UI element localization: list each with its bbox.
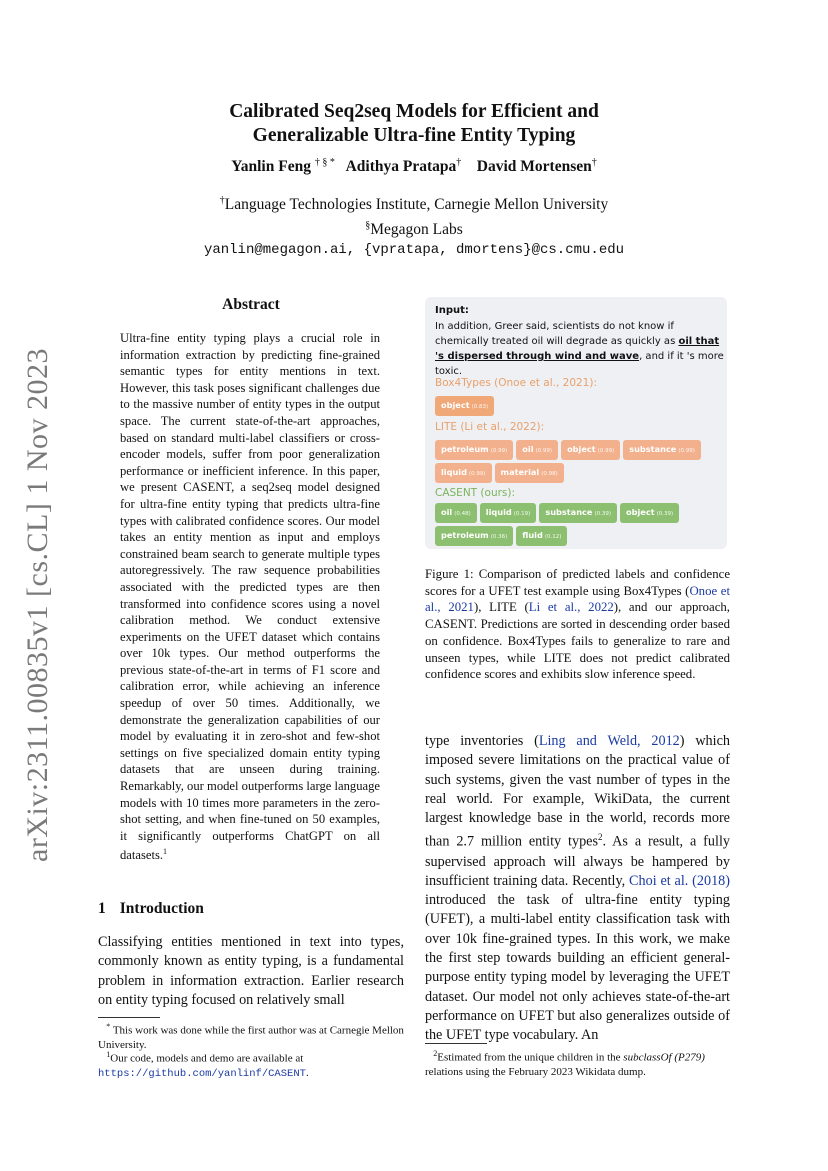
author-2-marks: † bbox=[456, 157, 462, 168]
type-tag bbox=[435, 503, 477, 523]
author-3: David Mortensen bbox=[476, 158, 592, 176]
type-tag bbox=[516, 440, 558, 460]
section-heading-introduction bbox=[98, 900, 218, 918]
type-tag-score: (0.98) bbox=[541, 471, 558, 477]
footnote-star-mark: * bbox=[106, 1022, 111, 1031]
author-1-marks: † § * bbox=[314, 157, 335, 168]
figure-input-text bbox=[435, 319, 725, 379]
affiliation-1: Language Technologies Institute, Carnegie Mellon University bbox=[224, 196, 609, 214]
type-tag-score: (0.36) bbox=[490, 534, 508, 540]
footnote-2-mark: 2 bbox=[433, 1049, 438, 1058]
type-tag-label: liquid bbox=[441, 467, 467, 477]
footnote-1 bbox=[98, 1048, 404, 1081]
type-tag bbox=[539, 503, 617, 523]
type-tag-label: substance bbox=[629, 444, 677, 454]
type-tag bbox=[435, 440, 513, 460]
type-tag-score: (0.99) bbox=[678, 448, 695, 454]
type-tag-score: (0.83) bbox=[471, 404, 489, 410]
input-pre: In addition, Greer said, scientists do not know if chemically treated oil will degrade as quickly as bbox=[435, 321, 676, 347]
footnote-2-post: relations using the February 2023 Wikidata dump. bbox=[425, 1065, 646, 1078]
footnote-star-text: This work was done while the first author was at Carnegie Mellon University. bbox=[98, 1024, 404, 1051]
model-tags-2 bbox=[435, 503, 725, 546]
rb-part-1: type inventories ( bbox=[425, 733, 539, 749]
citation-onoe-2021[interactable]: Onoe et al., 2021 bbox=[425, 583, 731, 615]
footnote-2-ref[interactable]: 2 bbox=[598, 832, 603, 843]
type-tag-label: object bbox=[626, 507, 655, 517]
rb-part-4: introduced the task of ultra-fine entity typing (UFET), a multi-label entity classification task with over 10k fine-grained types. In this work, we make the first step towards building an efficient general-purpose entity typing model by leveraging the UFET dataset. Our model not only achieves state-of-the-art performance on UFET but also generalizes outside of the UFET type vocabulary. An bbox=[425, 892, 730, 1044]
affiliation-2: Megagon Labs bbox=[370, 221, 463, 239]
arxiv-id: arXiv:2311.00835v1 [cs.CL] 1 Nov 2023 bbox=[21, 348, 54, 862]
author-2: Adithya Pratapa bbox=[345, 158, 457, 176]
type-tag bbox=[623, 440, 701, 460]
footnote-2-italic: subclassOf (P279) bbox=[623, 1051, 705, 1064]
figure-input-label: Input: bbox=[435, 305, 469, 316]
type-tag-label: material bbox=[500, 467, 540, 477]
abstract-heading: Abstract bbox=[222, 296, 280, 313]
type-tag-label: petroleum bbox=[441, 530, 489, 540]
model-label-1: LITE (Li et al., 2022): bbox=[435, 421, 545, 433]
right-column-body bbox=[425, 732, 730, 1045]
type-tag-score: (0.39) bbox=[594, 511, 611, 517]
abstract-text: Ultra-fine entity typing plays a crucial role in information extraction by predicting fine-grained semantic types for entity mentions in text. However, this task poses significant challenges due to the massive number of entity types in the output space. The current state-of-the-art approaches, based on standard multi-label classifiers or cross-encoder models, suffer from poor generalization performance or inefficient inference. In this paper, we present CASENT, a seq2seq model designed for ultra-fine entity typing that predicts ultra-fine types with calibrated confidence scores. Our model takes an entity mention as input and employs constrained beam search to generate multiple types autoregressively. The raw sequence probabilities associated with the predicted types are then transformed into confidence scores using a novel calibration method. We conduct extensive experiments on the UFET dataset which contains over 10k types. Our method outperforms the previous state-of-the-art in terms of F1 score and calibration error, while achieving an inference speedup of over 50 times. Additionally, we demonstrate the generalization capabilities of our model by evaluating it in zero-shot and few-shot settings on five specialized domain entity typing datasets that are unseen during training. Remarkably, our model outperforms large language models with 10 times more parameters in the zero-shot setting, and when fine-tuned on 50 examples, it significantly outperforms ChatGPT on all datasets. bbox=[120, 331, 380, 863]
type-tag bbox=[495, 463, 564, 483]
citation-choi-2018[interactable]: Choi et al. (2018) bbox=[629, 872, 730, 889]
type-tag bbox=[516, 526, 567, 546]
type-tag-label: oil bbox=[441, 507, 453, 517]
aff2-mark: § bbox=[365, 220, 371, 232]
type-tag-score: (0.99) bbox=[490, 448, 508, 454]
caption-part-1: Figure 1: Comparison of predicted labels and confidence scores for a UFET test example using Box4Types ( bbox=[425, 567, 730, 598]
type-tag-label: object bbox=[441, 400, 470, 410]
type-tag bbox=[620, 503, 679, 523]
type-tag-score: (0.99) bbox=[468, 471, 486, 477]
figure-1-caption bbox=[425, 566, 730, 683]
paper-title bbox=[120, 100, 708, 148]
input-entity-mention: oil that 's dispersed through wind and wave bbox=[435, 336, 720, 362]
citation-li-2022[interactable]: Li et al., 2022 bbox=[528, 600, 614, 615]
title-line-2: Generalizable Ultra-fine Entity Typing bbox=[252, 125, 576, 146]
abstract-footnote-mark: 1 bbox=[163, 847, 168, 857]
type-tag-label: oil bbox=[522, 444, 534, 454]
footnote-1-text: Our code, models and demo are available at bbox=[110, 1052, 304, 1065]
author-list bbox=[120, 157, 708, 176]
title-line-1: Calibrated Seq2seq Models for Efficient and bbox=[229, 101, 599, 122]
footnote-1-mark: 1 bbox=[106, 1050, 111, 1059]
footnote-1-end: . bbox=[305, 1066, 309, 1079]
type-tag-label: liquid bbox=[485, 507, 512, 517]
code-repository-link[interactable]: https://github.com/yanlinf/CASENT bbox=[98, 1067, 306, 1080]
type-tag-label: substance bbox=[545, 507, 593, 517]
author-emails: yanlin@megagon.ai, {vpratapa, dmortens}@cs.cmu.edu bbox=[203, 242, 625, 259]
footnote-rule-right bbox=[425, 1043, 487, 1044]
type-tag bbox=[561, 440, 620, 460]
model-label-0: Box4Types (Onoe et al., 2021): bbox=[435, 377, 597, 389]
type-tag-label: object bbox=[567, 444, 596, 454]
type-tag bbox=[480, 503, 537, 523]
abstract-body bbox=[120, 330, 380, 864]
author-1: Yanlin Feng bbox=[231, 158, 311, 176]
figure-1 bbox=[425, 297, 727, 549]
footnote-rule bbox=[98, 1017, 160, 1018]
aff1-mark: † bbox=[219, 195, 225, 206]
footnote-2 bbox=[425, 1047, 730, 1079]
arxiv-sidebar-stamp bbox=[14, 348, 62, 862]
type-tag-score: (0.99) bbox=[597, 448, 615, 454]
type-tag-score: (0.48) bbox=[454, 511, 471, 517]
type-tag-score: (0.19) bbox=[513, 511, 531, 517]
affiliations bbox=[120, 190, 708, 261]
author-3-marks: † bbox=[591, 157, 597, 168]
input-post: , and if it 's more toxic. bbox=[435, 351, 724, 377]
citation-ling-weld-2012[interactable]: Ling and Weld, 2012 bbox=[538, 733, 680, 749]
type-tag bbox=[435, 396, 494, 416]
caption-part-3: ), and our approach, CASENT. Predictions are sorted in descending order based on confidence. Box4Types fails to generalize to rare and unseen types, while LITE does not predict calibrated confidence scores and exhibits slow inference speed. bbox=[425, 600, 730, 682]
model-tags-0 bbox=[435, 396, 725, 416]
rb-part-2: ) which imposed severe limitations on the practical value of such systems, given the vast number of types in the real world. For example, WikiData, the current largest knowledge base in the world, records more than 2.7 million entity types bbox=[425, 733, 730, 851]
type-tag-score: (0.12) bbox=[544, 534, 562, 540]
type-tag-score: (0.39) bbox=[656, 511, 674, 517]
type-tag bbox=[435, 463, 492, 483]
footnote-star bbox=[98, 1020, 404, 1052]
section-number: 1 bbox=[98, 900, 106, 917]
footnote-2-pre: Estimated from the unique children in the bbox=[437, 1051, 621, 1064]
rb-part-3: . As a result, a fully supervised approach will always be hampered by insufficient training data. Recently, bbox=[425, 834, 730, 889]
type-tag-label: petroleum bbox=[441, 444, 489, 454]
type-tag bbox=[435, 526, 513, 546]
caption-part-2: ), LITE ( bbox=[473, 600, 529, 615]
type-tag-label: fluid bbox=[522, 530, 543, 540]
introduction-text: Classifying entities mentioned in text into types, commonly known as entity typing, is a fundamental problem in information extraction. Earlier research on entity typing focused on relatively small bbox=[98, 934, 404, 1008]
model-label-2: CASENT (ours): bbox=[435, 487, 516, 499]
type-tag-score: (0.99) bbox=[535, 448, 553, 454]
section-title: Introduction bbox=[119, 900, 204, 917]
model-tags-1 bbox=[435, 440, 725, 483]
